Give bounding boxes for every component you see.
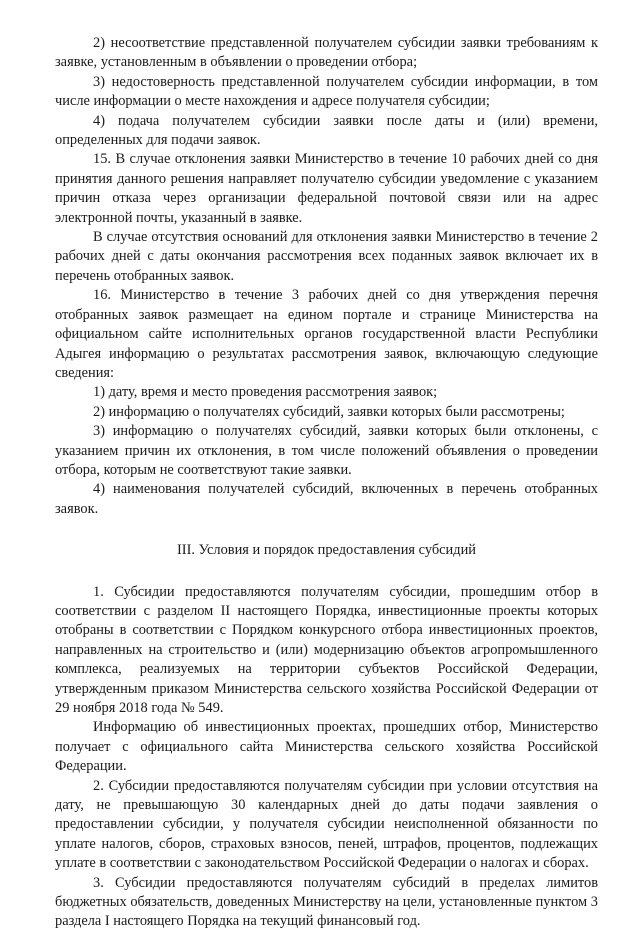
spacer bbox=[55, 561, 598, 583]
paragraph-clause-16: 16. Министерство в течение 3 рабочих дней со дня утверждения перечня отобранных заявок размещает на едином портале и странице Министерства на официальном сайте исполнительных органов государственной власти Республики Адыгея информацию о результатах рассмотрения заявок, включающую следующие сведения: bbox=[55, 287, 598, 381]
paragraph-section3-clause-1: 1. Субсидии предоставляются получателям субсидии, прошедшим отбор в соответствии с разделом II настоящего Порядка, инвестиционные проекты которых отобраны в соответствии с Порядком конкурсного отбора инвестиционных проектов, направленных на строительство и (или) модернизацию объектов агропромышленного комплекса, реализуемых на территории субъектов Российской Федерации, утвержденным приказом Министерства сельского хозяйства Российской Федерации от 29 ноября 2018 года № 549. bbox=[55, 583, 598, 716]
paragraph-clause-16-item-4: 4) наименования получателей субсидий, включенных в перечень отобранных заявок. bbox=[55, 481, 598, 517]
paragraph-item-3-inaccuracy: 3) недостоверность представленной получателем субсидии информации, в том числе информации о месте нахождения и адресе получателя субсидии; bbox=[55, 73, 598, 110]
paragraph-section3-clause-2: 2. Субсидии предоставляются получателям субсидии при условии отсутствия на дату, не превышающую 30 календарных дней до даты подачи заявления о предоставлении субсидии, у получателя субсидии неисполненной обязанности по уплате налогов, сборов, страховых взносов, пеней, штрафов, процентов, подлежащих уплате в соответствии с законодательством Российской Федерации о налогах и сборах. bbox=[55, 777, 598, 872]
paragraph-clause-15-continued: В случае отсутствия оснований для отклонения заявки Министерство в течение 2 рабочих дней с даты окончания рассмотрения всех поданных заявок включает их в перечень отобранных заявок. bbox=[55, 229, 598, 284]
paragraph-clause-16-item-3: 3) информацию о получателях субсидий, заявки которых были отклонены, с указанием причин их отклонения, в том числе положений объявления о проведении отбора, которым не соответствуют такие заявки. bbox=[55, 423, 598, 478]
paragraph-clause-15: 15. В случае отклонения заявки Министерство в течение 10 рабочих дней со дня принятия данного решения направляет получателю субсидии уведомление с указанием причин отказа через организации федеральной почтовой связи или на адрес электронной почты, указанный в заявке. bbox=[55, 151, 598, 226]
document-page bbox=[55, 34, 598, 932]
paragraph-clause-16-item-1: 1) дату, время и место проведения рассмотрения заявок; bbox=[93, 384, 438, 401]
paragraph-item-2-nonconformity: 2) несоответствие представленной получателем субсидии заявки требованиям к заявке, установленным в объявлении о проведении отбора; bbox=[55, 35, 598, 71]
paragraph-section3-clause-3: 3. Субсидии предоставляются получателям субсидий в пределах лимитов бюджетных обязательств, доведенных Министерству на цели, установленные пунктом 3 раздела I настоящего Порядка на текущий финансовый год. bbox=[55, 874, 598, 930]
paragraph-section3-clause-1-continued: Информацию об инвестиционных проектах, прошедших отбор, Министерство получает с официального сайта Министерства сельского хозяйства Российской Федерации. bbox=[55, 719, 598, 775]
spacer bbox=[55, 519, 598, 541]
paragraph-item-4-late-submission: 4) подача получателем субсидии заявки после даты и (или) времени, определенных для подачи заявок. bbox=[55, 112, 598, 149]
paragraph-clause-16-item-2: 2) информацию о получателях субсидий, заявки которых были рассмотрены; bbox=[93, 403, 565, 420]
section-heading: III. Условия и порядок предоставления субсидий bbox=[177, 542, 476, 559]
